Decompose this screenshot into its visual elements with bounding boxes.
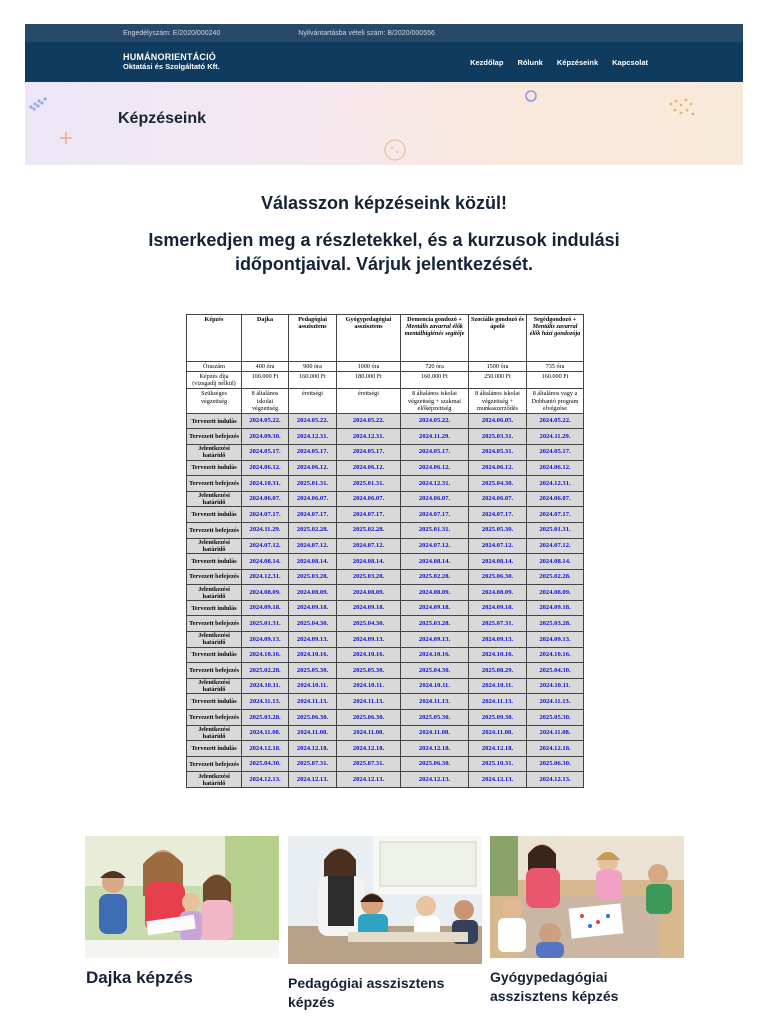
date-cell: 2024.10.11.: [337, 678, 401, 694]
dots-decoration-icon: [28, 95, 50, 113]
date-cell: 2024.06.12.: [337, 460, 401, 476]
course-image-pedagogiai[interactable]: [288, 836, 482, 964]
date-cell: 2024.07.17.: [242, 507, 289, 523]
date-cell: 2024.12.31.: [289, 429, 337, 445]
nav-item-kezdolap[interactable]: Kezdőlap: [470, 57, 504, 67]
registry-number: Nyilvántartásba vételi szám: B/2020/000556: [298, 29, 435, 37]
date-cell: 2024.06.12.: [401, 460, 469, 476]
date-cell: 2024.10.16.: [527, 647, 584, 663]
table-row: [187, 429, 584, 445]
date-cell: 2024.05.17.: [289, 444, 337, 460]
date-cell: 2024.12.13.: [337, 772, 401, 788]
date-cell: 2024.05.17.: [242, 444, 289, 460]
date-cell: 2024.11.13.: [289, 694, 337, 710]
date-cell: 2024.12.13.: [469, 772, 527, 788]
date-cell: 2025.05.30.: [289, 663, 337, 679]
row-label-cell: Tervezett befejezés: [187, 569, 242, 585]
date-cell: 2024.10.16.: [337, 647, 401, 663]
course-card-dajka[interactable]: [85, 836, 279, 987]
table-cell: 720 óra: [401, 362, 469, 372]
table-row: [187, 554, 584, 570]
date-cell: 2024.11.13.: [337, 694, 401, 710]
date-cell: 2024.09.18.: [401, 600, 469, 616]
table-row: [187, 663, 584, 679]
date-cell: 2025.02.28.: [337, 522, 401, 538]
intro-heading: Válasszon képzéseink közül!: [260, 193, 508, 213]
header-cell: Szociális gondozó és ápoló: [469, 315, 527, 362]
date-cell: 2025.03.28.: [289, 569, 337, 585]
brand-name: HUMÁNORIENTÁCIÓ: [123, 52, 216, 63]
date-cell: 2024.07.12.: [289, 538, 337, 554]
table-cell: érettségi: [337, 389, 401, 413]
date-cell: 2024.10.11.: [289, 678, 337, 694]
date-cell: 2025.07.31.: [337, 756, 401, 772]
license-number: Engedélyszám: E/2020/000240: [123, 29, 221, 37]
row-label-cell: Képzés díja (vizsgadíj nélkül): [187, 372, 242, 389]
date-cell: 2024.05.17.: [401, 444, 469, 460]
page-title: Képzéseink: [118, 110, 207, 127]
date-cell: 2024.07.17.: [401, 507, 469, 523]
table-cell: 100.000 Ft: [242, 372, 289, 389]
table-row: [187, 491, 584, 507]
date-cell: 2024.09.18.: [469, 600, 527, 616]
date-cell: 2024.06.07.: [242, 491, 289, 507]
brand-logo[interactable]: [123, 53, 220, 71]
date-cell: 2024.09.18.: [289, 600, 337, 616]
date-cell: 2024.12.18.: [401, 741, 469, 757]
row-label-cell: Tervezett befejezés: [187, 616, 242, 632]
date-cell: 2024.07.12.: [337, 538, 401, 554]
date-cell: 2024.07.12.: [242, 538, 289, 554]
course-image-gyogypedagogiai[interactable]: [490, 836, 684, 958]
date-cell: 2025.03.28.: [527, 616, 584, 632]
date-cell: 2024.06.12.: [289, 460, 337, 476]
date-cell: 2025.06.30.: [337, 710, 401, 726]
table-row: [187, 632, 584, 648]
table-row: [187, 585, 584, 601]
date-cell: 2024.10.11.: [242, 678, 289, 694]
date-cell: 2024.10.16.: [289, 647, 337, 663]
date-cell: 2024.08.09.: [289, 585, 337, 601]
date-cell: 2025.03.28.: [337, 569, 401, 585]
date-cell: 2024.09.13.: [337, 632, 401, 648]
nav-item-kapcsolat[interactable]: Kapcsolat: [612, 57, 648, 67]
table-cell: érettségi: [289, 389, 337, 413]
date-cell: 2024.10.16.: [401, 647, 469, 663]
date-cell: 2025.05.30.: [401, 710, 469, 726]
date-cell: 2024.09.13.: [527, 632, 584, 648]
date-cell: 2025.06.30.: [401, 756, 469, 772]
date-cell: 2024.08.09.: [401, 585, 469, 601]
table-row: [187, 678, 584, 694]
row-label-cell: Jelentkezési határidő: [187, 725, 242, 741]
course-cards: [85, 836, 685, 1010]
date-cell: 2024.11.13.: [527, 694, 584, 710]
nav-item-kepzeseink[interactable]: Képzéseink: [556, 57, 599, 67]
date-cell: 2025.04.30.: [289, 616, 337, 632]
date-cell: 2024.08.14.: [401, 554, 469, 570]
intro-section: [25, 193, 743, 276]
date-cell: 2024.05.22.: [242, 413, 289, 429]
date-cell: 2025.03.31.: [469, 429, 527, 445]
date-cell: 2025.06.30.: [289, 710, 337, 726]
date-cell: 2024.07.12.: [401, 538, 469, 554]
date-cell: 2024.06.07.: [337, 491, 401, 507]
date-cell: 2024.10.11.: [527, 678, 584, 694]
date-cell: 2024.08.14.: [469, 554, 527, 570]
date-cell: 2025.02.28.: [289, 522, 337, 538]
date-cell: 2024.12.18.: [242, 741, 289, 757]
date-cell: 2025.04.30.: [242, 756, 289, 772]
date-cell: 2024.09.13.: [469, 632, 527, 648]
date-cell: 2024.10.16.: [242, 647, 289, 663]
date-cell: 2025.01.31.: [527, 522, 584, 538]
date-cell: 2024.08.14.: [242, 554, 289, 570]
row-label-cell: Tervezett indulás: [187, 647, 242, 663]
date-cell: 2024.12.31.: [527, 476, 584, 492]
date-cell: 2025.04.30.: [337, 616, 401, 632]
table-row: [187, 710, 584, 726]
date-cell: 2024.05.22.: [401, 413, 469, 429]
table-cell: 735 óra: [527, 362, 584, 372]
table-row: [187, 647, 584, 663]
table-cell: 250.000 Ft: [469, 372, 527, 389]
table-cell: 400 óra: [242, 362, 289, 372]
date-cell: 2024.10.11.: [401, 678, 469, 694]
date-cell: 2024.08.14.: [527, 554, 584, 570]
date-cell: 2024.06.12.: [527, 460, 584, 476]
date-cell: 2024.07.17.: [527, 507, 584, 523]
date-cell: 2024.12.18.: [289, 741, 337, 757]
date-cell: 2024.11.29.: [401, 429, 469, 445]
date-cell: 2024.05.22.: [289, 413, 337, 429]
date-cell: 2024.11.13.: [242, 694, 289, 710]
date-cell: 2024.07.12.: [469, 538, 527, 554]
table-row: [187, 362, 584, 372]
date-cell: 2024.09.18.: [337, 600, 401, 616]
date-cell: 2024.08.09.: [337, 585, 401, 601]
row-label-cell: Tervezett befejezés: [187, 663, 242, 679]
date-cell: 2025.02.28.: [527, 569, 584, 585]
date-cell: 2024.08.09.: [527, 585, 584, 601]
table-cell: 8 általános vagy a Dobbantó program elvégzése: [527, 389, 584, 413]
table-row: [187, 772, 584, 788]
table-row: [187, 616, 584, 632]
date-cell: 2025.01.31.: [242, 616, 289, 632]
date-cell: 2024.11.29.: [242, 522, 289, 538]
header-cell: Pedagógiai asszisztens: [289, 315, 337, 362]
header-cell: Képzés: [187, 315, 242, 362]
row-label-cell: Jelentkezési határidő: [187, 678, 242, 694]
table-row: [187, 741, 584, 757]
date-cell: 2024.07.17.: [337, 507, 401, 523]
course-title-dajka[interactable]: Dajka képzés: [86, 968, 193, 987]
table-cell: 8 általános iskolai végzettség: [242, 389, 289, 413]
date-cell: 2024.08.09.: [469, 585, 527, 601]
date-cell: 2024.07.17.: [289, 507, 337, 523]
table-cell: 160.000 Ft: [527, 372, 584, 389]
row-label-cell: Jelentkezési határidő: [187, 632, 242, 648]
row-label-cell: Tervezett indulás: [187, 460, 242, 476]
date-cell: 2024.11.08.: [289, 725, 337, 741]
date-cell: 2025.01.31.: [401, 522, 469, 538]
row-label-cell: Tervezett befejezés: [187, 429, 242, 445]
row-label-cell: Jelentkezési határidő: [187, 772, 242, 788]
table-cell: 1500 óra: [469, 362, 527, 372]
date-cell: 2025.10.31.: [469, 756, 527, 772]
ring-decoration-icon: [524, 89, 538, 103]
date-cell: 2025.06.30.: [527, 756, 584, 772]
date-cell: 2024.12.13.: [289, 772, 337, 788]
date-cell: 2024.12.31.: [242, 569, 289, 585]
date-cell: 2024.06.07.: [289, 491, 337, 507]
row-label-cell: Szükséges végzettség: [187, 389, 242, 413]
date-cell: 2025.04.30.: [527, 663, 584, 679]
nav-item-rolunk[interactable]: Rólunk: [517, 57, 543, 67]
date-cell: 2025.02.28.: [401, 569, 469, 585]
date-cell: 2024.06.07.: [527, 491, 584, 507]
course-card-gyogypedagogiai[interactable]: [490, 836, 684, 1006]
table-cell: 1000 óra: [337, 362, 401, 372]
nav-menu: [470, 58, 648, 67]
page-frame: [25, 24, 743, 1010]
date-cell: 2025.05.30.: [337, 663, 401, 679]
date-cell: 2024.05.17.: [337, 444, 401, 460]
date-cell: 2024.06.12.: [469, 460, 527, 476]
date-cell: 2024.09.18.: [242, 600, 289, 616]
date-cell: 2025.08.29.: [469, 663, 527, 679]
table-row: [187, 372, 584, 389]
date-cell: 2025.02.28.: [242, 663, 289, 679]
table-row: [187, 522, 584, 538]
date-cell: 2024.12.18.: [527, 741, 584, 757]
header-cell: Gyógypedagógiai asszisztens: [337, 315, 401, 362]
date-cell: 2024.11.13.: [401, 694, 469, 710]
date-cell: 2024.05.22.: [527, 413, 584, 429]
date-cell: 2025.07.31.: [469, 616, 527, 632]
date-cell: 2024.05.17.: [527, 444, 584, 460]
table-row: [187, 756, 584, 772]
table-row: [187, 569, 584, 585]
row-label-cell: Tervezett indulás: [187, 694, 242, 710]
table-cell: 160.000 Ft: [289, 372, 337, 389]
date-cell: 2025.09.30.: [469, 710, 527, 726]
date-cell: 2024.09.13.: [401, 632, 469, 648]
date-cell: 2024.12.18.: [337, 741, 401, 757]
date-cell: 2025.06.30.: [469, 569, 527, 585]
date-cell: 2025.04.30.: [469, 476, 527, 492]
date-cell: 2024.11.08.: [527, 725, 584, 741]
date-cell: 2024.12.31.: [337, 429, 401, 445]
row-label-cell: Jelentkezési határidő: [187, 585, 242, 601]
header-cell: Dajka: [242, 315, 289, 362]
table-row: [187, 694, 584, 710]
date-cell: 2024.09.13.: [242, 632, 289, 648]
table-row: [187, 389, 584, 413]
row-label-cell: Tervezett befejezés: [187, 710, 242, 726]
sparkle-icon: [60, 132, 72, 144]
top-info-bar: [25, 24, 743, 42]
date-cell: 2024.08.09.: [242, 585, 289, 601]
course-schedule-table: [186, 314, 584, 788]
date-cell: 2024.11.08.: [469, 725, 527, 741]
brand-subtitle: Oktatási és Szolgáltató Kft.: [123, 62, 220, 72]
cookie-decoration-icon: [383, 138, 407, 162]
header-cell: Demencia gondozó + Mentális zavarral élők mentálhigiénés segítője: [401, 315, 469, 362]
table-row: [187, 538, 584, 554]
date-cell: 2024.11.08.: [337, 725, 401, 741]
table-cell: 900 óra: [289, 362, 337, 372]
row-label-cell: Tervezett indulás: [187, 413, 242, 429]
table-cell: 8 általános iskolai végzettség + munkaszerződés: [469, 389, 527, 413]
row-label-cell: Tervezett indulás: [187, 507, 242, 523]
table-row: [187, 444, 584, 460]
date-cell: 2024.12.18.: [469, 741, 527, 757]
date-cell: 2025.05.30.: [527, 710, 584, 726]
date-cell: 2024.10.11.: [469, 678, 527, 694]
date-cell: 2025.01.31.: [289, 476, 337, 492]
main-navbar: [25, 42, 743, 82]
table-cell: 160.000 Ft: [401, 372, 469, 389]
table-cell: 8 általános iskolai végzettség + szakmai előképzettség: [401, 389, 469, 413]
date-cell: 2024.09.30.: [242, 429, 289, 445]
table-row: [187, 476, 584, 492]
course-card-pedagogiai[interactable]: [288, 836, 482, 1012]
date-cell: 2024.06.07.: [401, 491, 469, 507]
date-cell: 2025.03.28.: [242, 710, 289, 726]
date-cell: 2024.05.31.: [469, 444, 527, 460]
date-cell: 2024.08.14.: [289, 554, 337, 570]
row-label-cell: Jelentkezési határidő: [187, 491, 242, 507]
date-cell: 2024.12.13.: [527, 772, 584, 788]
date-cell: 2024.10.31.: [242, 476, 289, 492]
course-title-pedagogiai[interactable]: Pedagógiai asszisztens képzés: [288, 975, 445, 1010]
date-cell: 2024.06.05.: [469, 413, 527, 429]
table-row: [187, 413, 584, 429]
row-label-cell: Tervezett befejezés: [187, 476, 242, 492]
date-cell: 2024.08.14.: [337, 554, 401, 570]
table-row: [187, 600, 584, 616]
date-cell: 2024.07.17.: [469, 507, 527, 523]
course-title-gyogypedagogiai[interactable]: Gyógypedagógiai asszisztens képzés: [490, 969, 619, 1004]
page-hero: [25, 82, 743, 165]
date-cell: 2024.11.08.: [242, 725, 289, 741]
date-cell: 2024.07.12.: [527, 538, 584, 554]
date-cell: 2024.11.13.: [469, 694, 527, 710]
header-cell: Segédgondozó + Mentális zavarral élők házi gondozója: [527, 315, 584, 362]
table-row: [187, 507, 584, 523]
course-image-dajka[interactable]: [85, 836, 279, 958]
date-cell: 2024.11.08.: [401, 725, 469, 741]
row-label-cell: Tervezett befejezés: [187, 522, 242, 538]
date-cell: 2024.05.22.: [337, 413, 401, 429]
date-cell: 2024.11.29.: [527, 429, 584, 445]
confetti-decoration-icon: [667, 96, 699, 120]
table-row: [187, 725, 584, 741]
date-cell: 2024.06.12.: [242, 460, 289, 476]
date-cell: 2025.01.31.: [337, 476, 401, 492]
row-label-cell: Jelentkezési határidő: [187, 538, 242, 554]
date-cell: 2025.04.30.: [401, 663, 469, 679]
date-cell: 2024.12.13.: [242, 772, 289, 788]
row-label-cell: Tervezett indulás: [187, 600, 242, 616]
date-cell: 2024.09.13.: [289, 632, 337, 648]
row-label-cell: Tervezett befejezés: [187, 756, 242, 772]
date-cell: 2024.10.16.: [469, 647, 527, 663]
date-cell: 2025.03.28.: [401, 616, 469, 632]
date-cell: 2024.06.07.: [469, 491, 527, 507]
date-cell: 2025.05.30.: [469, 522, 527, 538]
row-label-cell: Jelentkezési határidő: [187, 444, 242, 460]
intro-subheading: Ismerkedjen meg a részletekkel, és a kurzusok indulási időpontjaival. Várjuk jelentkezését.: [148, 230, 620, 274]
row-label-cell: Óraszám: [187, 362, 242, 372]
row-label-cell: Tervezett indulás: [187, 554, 242, 570]
date-cell: 2024.09.18.: [527, 600, 584, 616]
date-cell: 2024.12.31.: [401, 476, 469, 492]
table-header-row: [187, 315, 584, 362]
date-cell: 2025.07.31.: [289, 756, 337, 772]
date-cell: 2024.12.13.: [401, 772, 469, 788]
table-cell: 180.000 Ft: [337, 372, 401, 389]
table-row: [187, 460, 584, 476]
row-label-cell: Tervezett indulás: [187, 741, 242, 757]
